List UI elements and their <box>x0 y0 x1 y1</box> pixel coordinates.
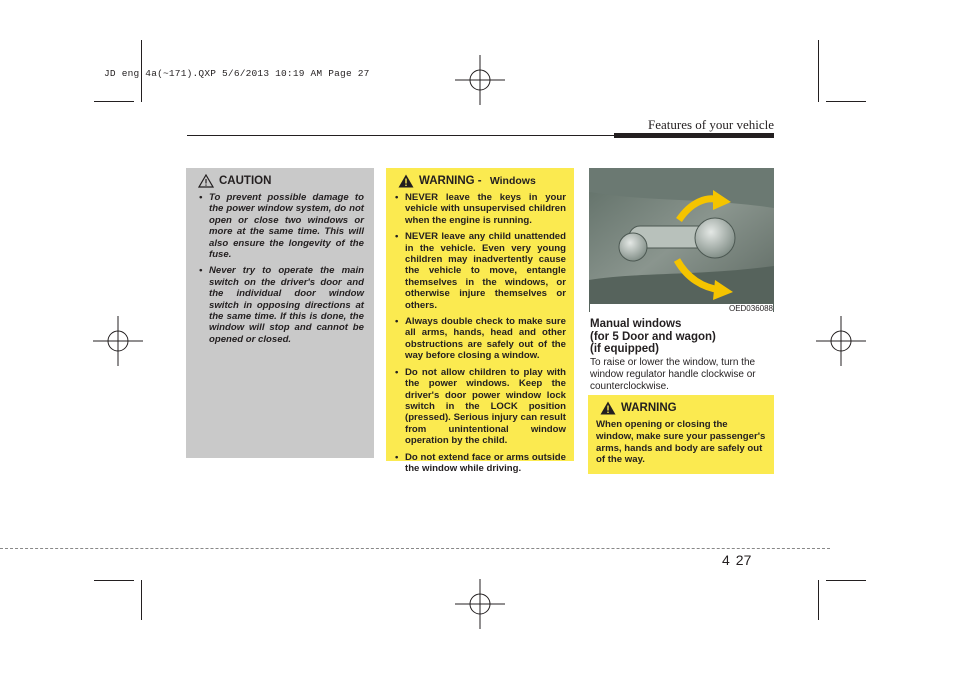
caution-triangle-icon <box>198 174 214 188</box>
body-paragraph: To raise or lower the window, turn the window regulator handle clockwise or counterclockwise. <box>590 357 756 392</box>
warning-windows-box <box>386 168 574 474</box>
warning-item: • NEVER leave the keys in your vehicle with unsupervised children when the engine is running. <box>394 192 566 226</box>
warning-passenger-box <box>588 395 774 474</box>
warning-windows-title <box>398 174 566 188</box>
heading-line: (if equipped) <box>590 343 659 355</box>
print-slug: JD eng 4a(~171).QXP 5/6/2013 10:19 AM Page 27 <box>104 68 370 79</box>
page-number <box>722 552 751 568</box>
page-header-title: Features of your vehicle <box>648 117 774 132</box>
warning-item: • Always double check to make sure all arms, hands, head and other obstructions are safely out of the way before closing a window. <box>394 316 566 362</box>
heading-line: (for 5 Door and wagon) <box>590 330 716 343</box>
warning-windows-subtitle: Windows <box>489 175 536 187</box>
caution-label: CAUTION <box>219 175 272 187</box>
page-number-value: 27 <box>735 552 752 568</box>
window-handle-photo <box>589 168 774 312</box>
footer-rule <box>0 548 830 549</box>
heading-line: Manual windows <box>590 318 682 330</box>
section-number: 4 <box>722 552 730 568</box>
warning-item: • Do not extend face or arms outside the window while driving. <box>394 452 566 475</box>
section-heading <box>590 318 716 356</box>
warning-triangle-icon <box>600 401 616 415</box>
warning-passenger-title <box>600 401 766 415</box>
warning-passenger-text: When opening or closing the window, make sure your passenger's arms, hands and body are safely out of the way. <box>596 419 766 466</box>
caution-item: • To prevent possible damage to the power window system, do not open or close two windows or more at the same time. This will also ensure the longevity of the fuse. <box>198 192 364 260</box>
warning-triangle-icon <box>398 174 414 188</box>
caution-list <box>198 192 364 345</box>
window-handle-illustration <box>589 168 774 312</box>
caution-box <box>186 168 374 458</box>
warning-windows-label: WARNING - <box>419 175 485 187</box>
caution-title <box>198 174 364 188</box>
warning-item: • Do not allow children to play with the power windows. Keep the driver's door power window lock switch in the LOCK position (pressed). Serious injury can result from unintentional window operation by the child. <box>394 367 566 447</box>
photo-code: OED036088 <box>590 304 773 313</box>
warning-windows-list <box>394 192 566 474</box>
warning-passenger-label: WARNING <box>621 402 677 414</box>
caution-item: • Never try to operate the main switch on the driver's door and the individual door window switch in opposing directions at the same time. If this is done, the window will stop and cannot be opened or closed. <box>198 265 364 345</box>
header-rule-accent <box>614 133 774 138</box>
warning-item: • NEVER leave any child unattended in the vehicle. Even very young children may inadvertently cause the vehicle to move, entangle themselves in the windows, or otherwise injure themselves or others. <box>394 231 566 311</box>
